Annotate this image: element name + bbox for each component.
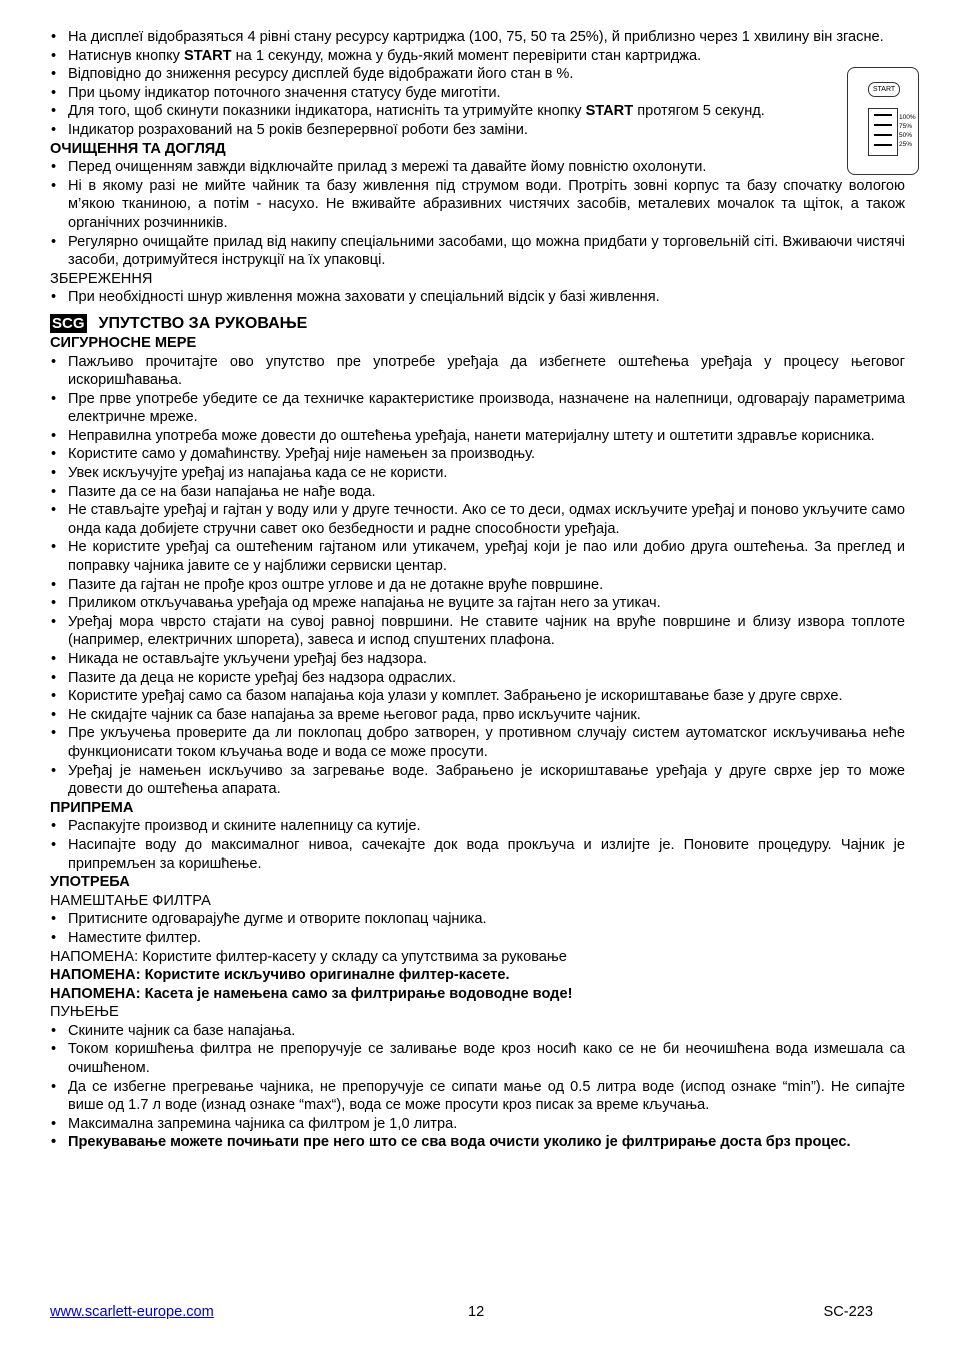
- indicator-device-illustration: [847, 67, 919, 175]
- list-item: • Пазите да гајтан не прође кроз оштре углове и да не дотакне вруће површине.: [50, 576, 905, 595]
- scg-prep-heading: ПРИПРЕМА: [50, 799, 134, 816]
- list-item: • Максимална запремина чајника са филтром је 1,0 литра.: [50, 1115, 905, 1134]
- list-item: • Пре прве употребе убедите се да техничке карактеристике производа, назначене на налепници, одговарају параметрима електричне мреже.: [50, 390, 905, 427]
- ua-storage-heading: ЗБЕРЕЖЕННЯ: [50, 270, 153, 287]
- scg-safety-heading: СИГУРНОСНЕ МЕРЕ: [50, 334, 197, 351]
- scg-filter-list: [50, 910, 905, 947]
- scg-section-title: SCG УПУТСТВО ЗА РУКОВАЊЕ: [52, 314, 308, 332]
- level-display: [868, 108, 898, 156]
- list-item: • Натиснув кнопку START на 1 секунду, можна у будь-який момент перевірити стан картриджа.: [50, 47, 851, 66]
- list-item: • Перед очищенням завжди відключайте прилад з мережі та давайте йому повністю охолонути.: [50, 158, 905, 177]
- list-item: • Увек искључујте уређај из напајања када се не користи.: [50, 464, 905, 483]
- scg-fill-list: [50, 1022, 905, 1152]
- level-bar: [874, 124, 892, 130]
- list-item: • Індикатор розрахований на 5 років безперервної роботи без заміни.: [50, 121, 851, 140]
- scg-fill-heading: ПУЊЕЊЕ: [50, 1004, 119, 1021]
- manual-page: [50, 28, 905, 1152]
- list-item: • Уређај мора чврсто стајати на сувој равној површини. Не ставите чајник на вруће површине и близу извора топлоте (например, електричних шпорета), завеса и испод спуштених плафона.: [50, 613, 905, 650]
- level-bar: [874, 134, 892, 140]
- list-item: • Прекувавање можете почињати пре него што се сва вода очисти уколико је филтрирање доста брз процес.: [50, 1133, 905, 1152]
- list-item: • Да се избегне прегревање чајника, не препоручује се сипати мање од 0.5 литра воде (испод ознаке “min”). Не сипајте више од 1.7 л воде (изнад ознаке “max“), вода се може просути кроз писак за време кључања.: [50, 1078, 905, 1115]
- list-item: • Для того, щоб скинути показники індикатора, натисніть та утримуйте кнопку START протягом 5 секунд.: [50, 102, 851, 121]
- list-item: • Не стављајте уређај и гајтан у воду или у друге течности. Ако се то деси, одмах искључите уређај и поново укључите само онда када добијете стручни савет око безбедности и радне способности уређаја.: [50, 501, 905, 538]
- list-item: • Распакујте производ и скините налепницу са кутије.: [50, 817, 905, 836]
- list-item: • Пре укључења проверите да ли поклопац добро затворен, у противном случају систем аутоматског искључивања неће функционисати током кључања воде и вода се може просути.: [50, 724, 905, 761]
- scg-use-heading: УПОТРЕБА: [50, 874, 130, 891]
- list-item: • При необхідності шнур живлення можна заховати у спеціальний відсік у базі живлення.: [50, 288, 905, 307]
- list-item: • Ні в якому разі не мийте чайник та базу живлення під струмом води. Протріть зовні корпус та базу спочатку вологою м’якою тканиною, а потім - насухо. Не вживайте абразивних чистячих засобів, металевих мочалок та щіток, а також органічних розчинників.: [50, 177, 905, 233]
- level-bar: [874, 144, 892, 150]
- level-label: 25%: [899, 141, 913, 148]
- website-link[interactable]: www.scarlett-europe.com: [50, 1304, 214, 1320]
- list-item: • Регулярно очищайте прилад від накипу спеціальними засобами, що можна придбати у торговельній сіті. Вживаючи чистячі засоби, дотримуйтеся інструкції на їх упаковці.: [50, 233, 905, 270]
- level-bar: [874, 114, 892, 120]
- list-item: • Неправилна употреба може довести до оштећења уређаја, нанети материјалну штету и оштетити здравље корисника.: [50, 427, 905, 446]
- list-item: • Током коришћења филтра не препоручује се заливање воде кроз носић како се не би неочишћена вода измешала са очишћеном.: [50, 1040, 905, 1077]
- ua-indicator-list: [50, 28, 905, 140]
- list-item: • На дисплеї відобразяться 4 рівні стану ресурсу картриджа (100, 75, 50 та 25%), й приблизно через 1 хвилину він згасне.: [50, 28, 905, 47]
- note-bold: НАПОМЕНА: Користите искључиво оригиналне филтер-касете.: [50, 967, 510, 984]
- list-item: • Приликом откључавања уређаја од мреже напајања не вуците за гајтан него за утикач.: [50, 594, 905, 613]
- list-item: • Не скидајте чајник са базе напајања за време његовог рада, прво искључите чајник.: [50, 706, 905, 725]
- level-label: 100%: [899, 114, 916, 121]
- list-item: • Користите само у домаћинству. Уређај није намењен за производњу.: [50, 445, 905, 464]
- list-item: • Пажљиво прочитајте ово упутство пре употребе уређаја да избегнете оштећења уређаја у процесу његовог искоришћавања.: [50, 353, 905, 390]
- list-item: • Уређај је намењен искључиво за загревање воде. Забрањено је искориштавање уређаја у друге сврхе јер то може довести до оштећења апарата.: [50, 762, 905, 799]
- scg-prep-list: [50, 817, 905, 873]
- list-item: • Насипајте воду до максималног нивоа, сачекајте док вода прокључа и излијте је. Поновите процедуру. Чајник је припремљен за коришћење.: [50, 836, 905, 873]
- list-item: • Наместите филтер.: [50, 929, 905, 948]
- ua-cleaning-list: [50, 158, 905, 270]
- list-item: • Скините чајник са базе напајања.: [50, 1022, 905, 1041]
- list-item: • Никада не остављајте укључени уређај без надзора.: [50, 650, 905, 669]
- list-item: • Притисните одговарајуће дугме и отворите поклопац чајника.: [50, 910, 905, 929]
- ua-storage-list: [50, 288, 905, 307]
- list-item: • Пазите да се на бази напајања не нађе вода.: [50, 483, 905, 502]
- model-number: SC-223: [823, 1304, 873, 1320]
- list-item: • Не користите уређај са оштећеним гајтаном или утикачем, уређај који је пао или добио друга оштећења. За преглед и поправку чајника јавите се у најближи сервиски центар.: [50, 538, 905, 575]
- scg-safety-list: [50, 353, 905, 799]
- page-number: 12: [468, 1304, 485, 1320]
- list-item: • Відповідно до зниження ресурсу дисплей буде відображати його стан в %.: [50, 65, 851, 84]
- list-item: • Пазите да деца не користе уређај без надзора одраслих.: [50, 669, 905, 688]
- ua-cleaning-heading: ОЧИЩЕННЯ ТА ДОГЛЯД: [50, 140, 226, 157]
- list-item: • Користите уређај само са базом напајања која улази у комплет. Забрањено је искориштавање базе у друге сврхе.: [50, 687, 905, 706]
- note-bold: НАПОМЕНА: Касета је намењена само за филтрирање водоводне воде!: [50, 985, 573, 1002]
- level-label: 75%: [899, 123, 913, 130]
- list-item: • При цьому індикатор поточного значення статусу буде миготіти.: [50, 84, 851, 103]
- scg-filter-heading: НАМЕШТАЊЕ ФИЛТРА: [50, 892, 211, 909]
- note: НАПОМЕНА: Користите филтер-касету у складу са упутствима за руковање: [50, 948, 567, 965]
- start-button-illustration: START: [868, 82, 900, 97]
- language-badge: SCG: [52, 314, 85, 332]
- level-label: 50%: [899, 132, 913, 139]
- page-footer: [50, 1304, 905, 1320]
